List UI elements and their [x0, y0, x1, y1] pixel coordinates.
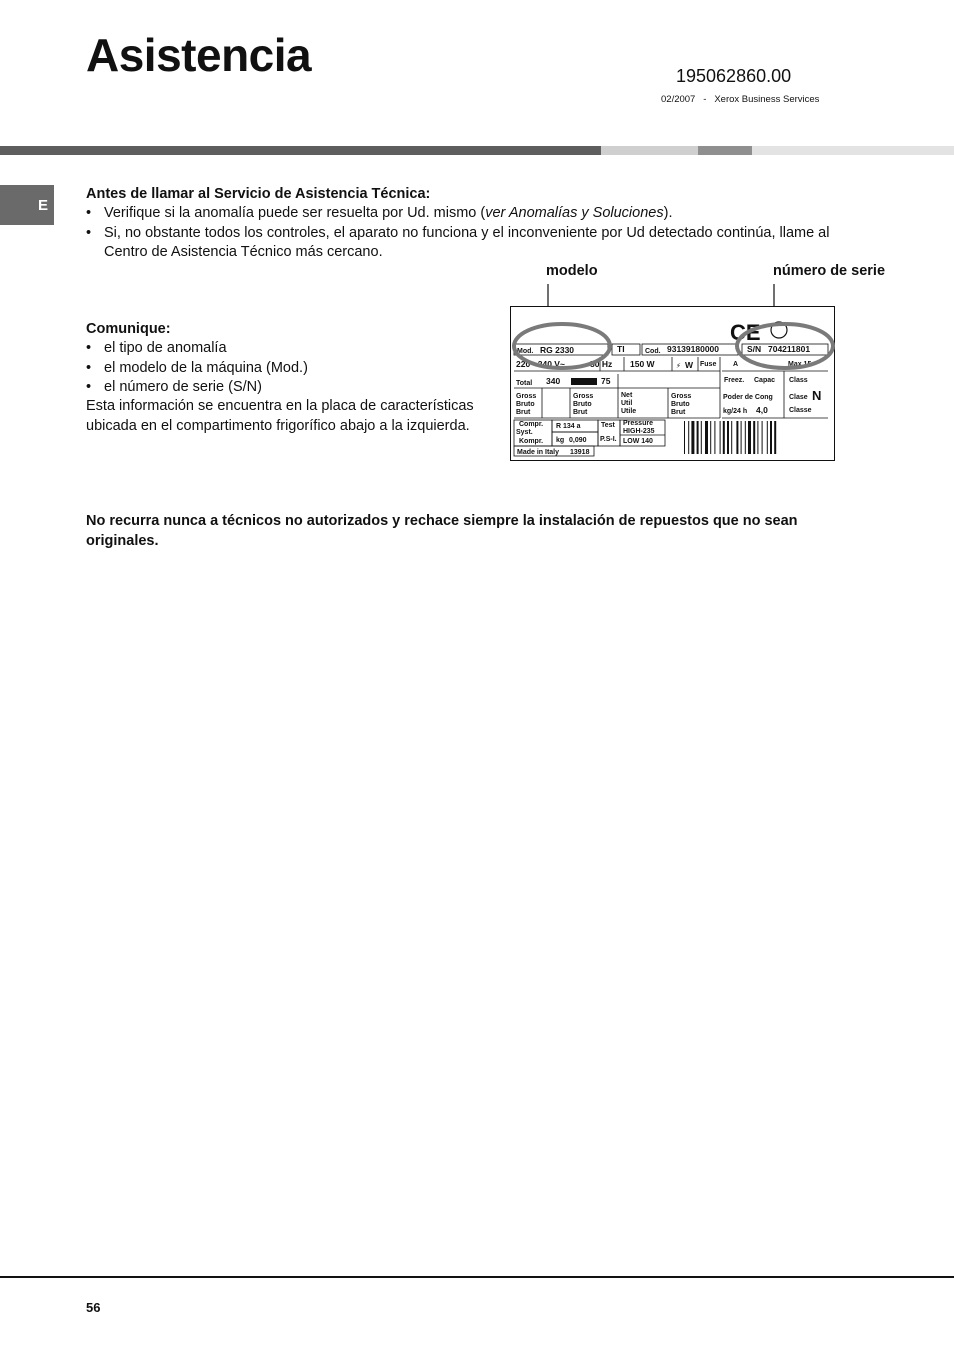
- plate-sn-label: S/N: [747, 344, 762, 354]
- barcode-bar: [762, 421, 763, 454]
- barcode-bar: [736, 421, 738, 454]
- plate-fuse: Fuse: [700, 361, 717, 368]
- plate-kg-value: 0,090: [569, 437, 587, 444]
- barcode-bar: [701, 421, 702, 454]
- plate-net: Net: [621, 392, 633, 399]
- intro-bullet-1-reference: ver Anomalías y Soluciones: [485, 205, 664, 221]
- barcode-bar: [745, 421, 746, 454]
- comunique-item: • el tipo de anomalía: [86, 339, 506, 359]
- plate-poder: Poder de Cong: [723, 394, 773, 401]
- warning-text: No recurra nunca a técnicos no autorizados y rechace siempre la instalación de repuestos que no sean originales.: [86, 513, 798, 549]
- plate-kg24-value: 4,0: [756, 405, 768, 415]
- plate-total-value: 340: [546, 376, 561, 386]
- barcode-bar: [727, 421, 729, 454]
- plate-gross-3: Gross: [671, 393, 692, 400]
- plate-cod-label: Cod.: [645, 348, 661, 355]
- ce-mark: CE: [730, 320, 761, 345]
- plate-gross-2: Gross: [573, 393, 594, 400]
- comunique-item: • el número de serie (S/N): [86, 378, 506, 398]
- header-band-light: [601, 146, 698, 155]
- comunique-note: Esta información se encuentra en la placa de características ubicada en el compartimento frigorífico abajo a la izquierda.: [86, 398, 474, 434]
- barcode-bar: [705, 421, 708, 454]
- plate-net: Utile: [621, 408, 637, 415]
- barcode-bar: [731, 421, 732, 454]
- plate-value-75: 75: [601, 376, 611, 386]
- plate-gross-2: Brut: [573, 409, 588, 416]
- plate-total-label: Total: [516, 380, 533, 387]
- barcode-bar: [748, 421, 751, 454]
- plate-net: Util: [621, 400, 633, 407]
- plate-psi: P.S-I.: [600, 436, 617, 443]
- barcode-bar: [723, 421, 725, 454]
- plate-clase-value: N: [812, 388, 822, 403]
- plate-capac: Capac: [754, 377, 776, 384]
- plate-pressure: Pressure: [623, 420, 653, 427]
- document-date: 02/2007 - Xerox Business Services: [661, 94, 820, 105]
- header-band-mid: [698, 146, 752, 155]
- plate-max: Max 15: [788, 361, 812, 368]
- plate-test: Test: [601, 422, 615, 429]
- intro-heading: Antes de llamar al Servicio de Asistencia Técnica:: [86, 186, 431, 202]
- plate-gross-1: Brut: [516, 409, 531, 416]
- barcode-bar: [720, 421, 721, 454]
- barcode-bar: [741, 421, 742, 454]
- comunique-item: • el modelo de la máquina (Mod.): [86, 359, 506, 379]
- intro-bullet-2: • Si, no obstante todos los controles, el aparato no funciona y el inconveniente por Ud detectado continúa, llame al Centro de Asistencia Técnico más cercano.: [86, 224, 866, 263]
- document-code: 195062860.00: [676, 66, 792, 86]
- intro-bullet-1: [86, 204, 866, 224]
- comunique-list: [86, 339, 506, 398]
- barcode-bar: [710, 421, 711, 454]
- barcode-bar: [697, 421, 699, 454]
- plate-freez: Freez.: [724, 377, 745, 384]
- plate-kg-label: kg: [556, 437, 565, 444]
- barcode-bar: [767, 421, 768, 454]
- plate-sn-value: 704211801: [768, 344, 811, 354]
- plate-compr: Compr.: [519, 421, 544, 428]
- plate-mod-label: Mod.: [517, 348, 534, 355]
- barcode-bar: [753, 421, 755, 454]
- plate-watts: 150 W: [630, 359, 655, 369]
- barcode-bar: [714, 421, 715, 454]
- plate-w2: W: [685, 360, 694, 370]
- barcode-bar: [757, 421, 758, 454]
- intro-bullet-1-text: Verifique si la anomalía puede ser resuelta por Ud. mismo (: [104, 205, 486, 221]
- footer-rule: [0, 1276, 954, 1278]
- plate-made-in: Made in Italy: [517, 449, 560, 456]
- plate-gross-1: Bruto: [516, 401, 535, 408]
- compartment-icon: [571, 378, 597, 385]
- plate-kg24: kg/24 h: [723, 408, 748, 415]
- plate-class: Class: [789, 377, 808, 384]
- plate-voltage: 220 - 240 V~: [516, 359, 565, 369]
- intro-bullet-1-end: ).: [663, 205, 673, 221]
- header-band-dark: [0, 146, 601, 155]
- barcode-bar: [684, 421, 685, 454]
- plate-low: LOW 140: [623, 438, 653, 445]
- plate-gross-2: Bruto: [573, 401, 592, 408]
- lamp-icon: ⚡: [676, 363, 681, 370]
- serial-label: número de serie: [773, 263, 886, 279]
- rating-plate-diagram: [480, 284, 850, 466]
- plate-compr: Kompr.: [519, 438, 544, 445]
- plate-amp: A: [733, 361, 739, 368]
- plate-gross-1: Gross: [516, 393, 537, 400]
- header-band-light-end: [752, 146, 954, 155]
- plate-hz: 50 Hz: [590, 359, 613, 369]
- barcode-bar: [691, 421, 694, 454]
- plate-mod-value: RG 2330: [540, 345, 575, 355]
- language-tab: E: [0, 185, 54, 225]
- page-title: Asistencia: [86, 29, 312, 81]
- plate-clase: Clase: [789, 394, 808, 401]
- plate-compr: Syst.: [516, 429, 533, 436]
- plate-cod-value: 93139180000: [667, 344, 720, 354]
- plate-refrigerant: R 134 a: [556, 423, 581, 430]
- barcode-bar: [688, 421, 689, 454]
- plate-ti: TI: [617, 344, 625, 354]
- barcode-bar: [774, 421, 776, 454]
- plate-made-code: 13918: [570, 449, 590, 456]
- plate-high: HIGH-235: [623, 428, 655, 435]
- barcode-bar: [770, 421, 772, 454]
- page-number: 56: [86, 1300, 101, 1315]
- plate-classe: Classe: [789, 407, 812, 414]
- plate-gross-3: Bruto: [671, 401, 690, 408]
- model-label: modelo: [546, 263, 598, 279]
- plate-gross-3: Brut: [671, 409, 686, 416]
- intro-list: [86, 204, 866, 263]
- comunique-heading: Comunique:: [86, 321, 171, 337]
